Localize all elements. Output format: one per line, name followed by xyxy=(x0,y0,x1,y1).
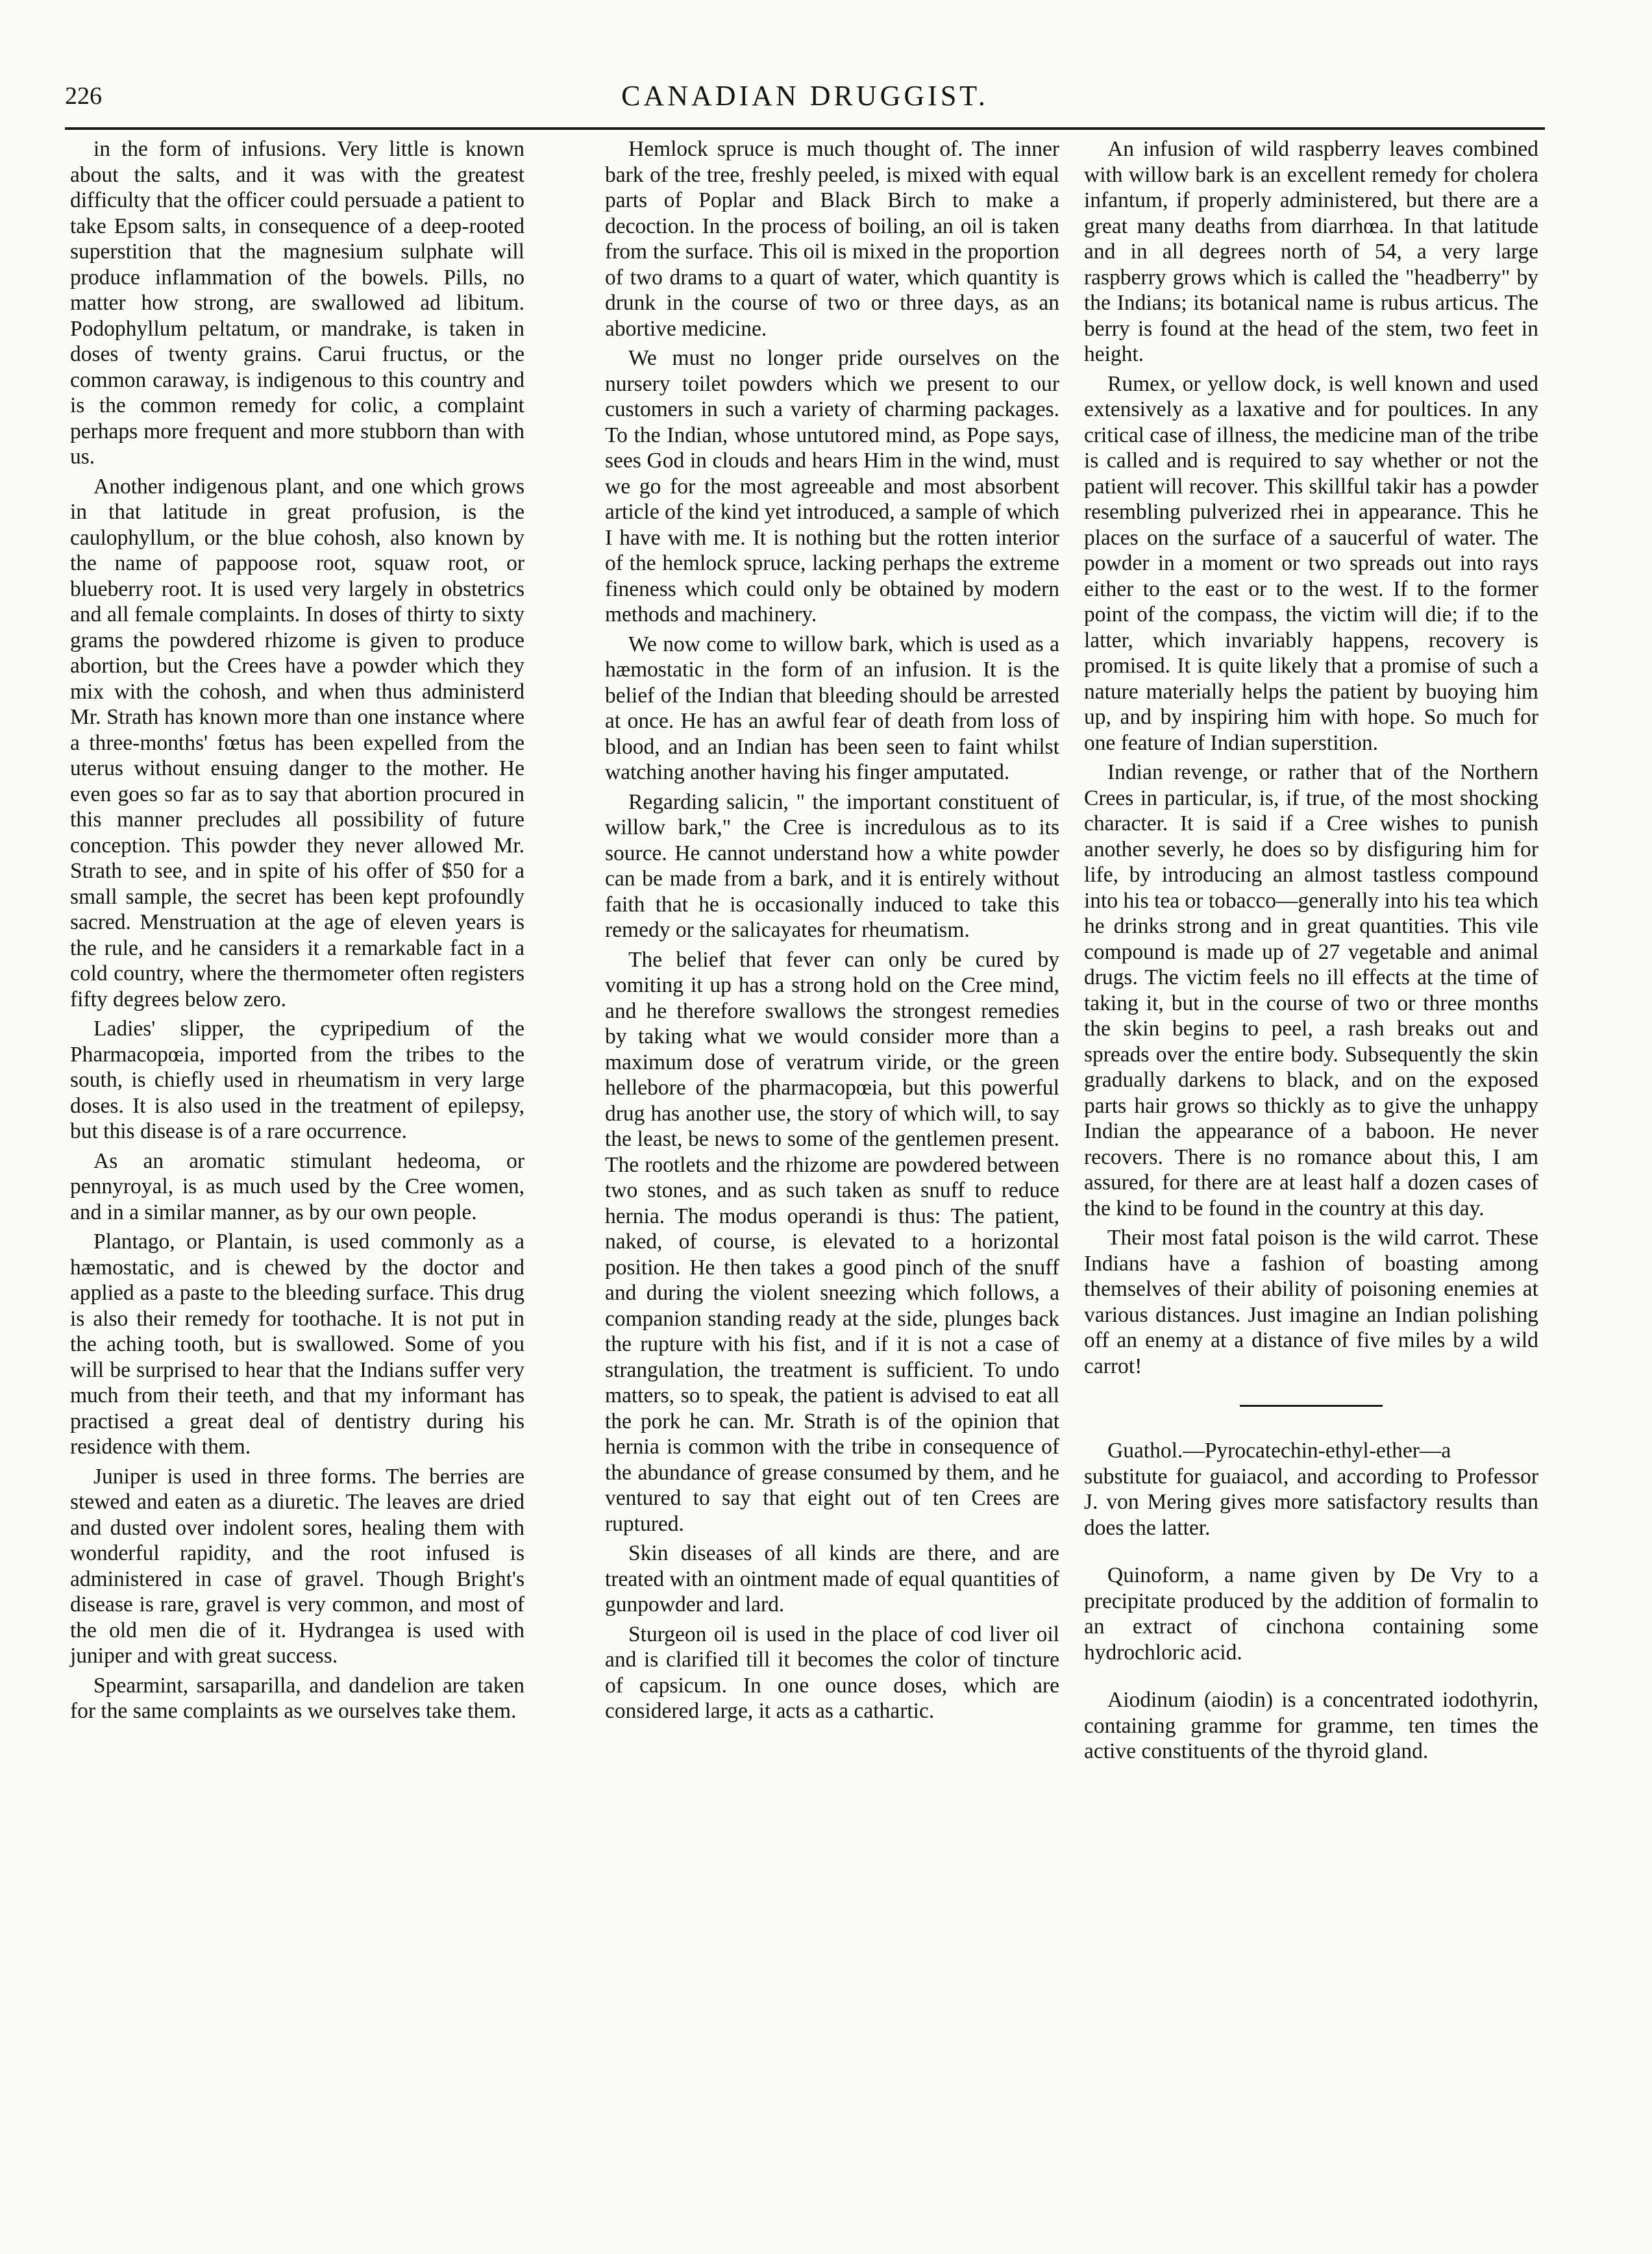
note-aiodinum: Aiodinum (aiodin) is a concentrated iodothyrin, containing gramme for gramme, ten times the active constituents of the thyroid gland. xyxy=(1084,1688,1538,1763)
paragraph: Indian revenge, or rather that of the Northern Crees in particular, is, if true, of the most shocking character. It is said if a Cree wishes to punish another severly, he does so by disfiguring him for life, by introducing an almost tastless compound into his tea or tobacco—generally into his tea which he drinks strong and in great quantities. This vile compound is made up of 27 vegetable and animal drugs. The victim feels no ill effects at the time of taking it, but in the course of two or three months the skin begins to peel, a rash breaks out and spreads over the entire body. Subsequently the skin gradually darkens to black, and on the exposed parts hair grows so thickly as to give the unhappy Indian the appearance of a baboon. He never recovers. There is no romance about this, I am assured, for there are at least half a dozen cases of the kind to be found in the country at this day. xyxy=(1084,760,1538,1220)
paragraph: in the form of infusions. Very little is known about the salts, and it was with the greatest difficulty that the officer could persuade a patient to take Epsom salts, in consequence of a deep-rooted superstition that the magnesium sulphate will produce inflammation of the bowels. Pills, no matter how strong, are swallowed ad libitum. Podophyllum peltatum, or mandrake, is taken in doses of twenty grains. Carui fructus, or the common caraway, is indigenous to this country and is the common remedy for colic, a complaint perhaps more frequent and more stubborn than with us. xyxy=(70,137,524,469)
paragraph: We now come to willow bark, which is used as a hæmostatic in the form of an infusion. It is the belief of the Indian that bleeding should be arrested at once. He has an awful fear of death from loss of blood, and an Indian has been seen to faint whilst watching another having his finger amputated. xyxy=(605,632,1059,784)
column-2 xyxy=(605,136,1059,1728)
paragraph: We must no longer pride ourselves on the nursery toilet powders which we present to our customers in such a variety of charming packages. To the Indian, whose untutored mind, as Pope says, sees God in clouds and hears Him in the wind, must we go for the most agreeable and most absorbent article of the kind yet introduced, a sample of which I have with me. It is nothing but the rotten interior of the hemlock spruce, lacking perhaps the extreme fineness which could only be obtained by modern methods and machinery. xyxy=(605,346,1059,626)
paragraph: Their most fatal poison is the wild carrot. These Indians have a fashion of boasting among themselves of their ability of poisoning enemies at various distances. Just imagine an Indian polishing off an enemy at a distance of five miles by a wild carrot! xyxy=(1084,1226,1538,1378)
column-3 xyxy=(1084,136,1538,1787)
note-quinoform: Quinoform, a name given by De Vry to a precipitate produced by the addition of formalin to an extract of cinchona containing some hydrochloric acid. xyxy=(1084,1563,1538,1665)
paragraph: An infusion of wild raspberry leaves combined with willow bark is an excellent remedy for cholera infantum, if properly administered, but there are a great many deaths from diarrhœa. In that latitude and in all degrees north of 54, a very large raspberry grows which is called the "headberry" by the Indians; its botanical name is rubus articus. The berry is found at the head of the stem, two feet in height. xyxy=(1084,137,1538,366)
paragraph: As an aromatic stimulant hedeoma, or pennyroyal, is as much used by the Cree women, and in a similar manner, as by our own people. xyxy=(70,1148,524,1224)
page-header xyxy=(65,77,1545,129)
page-number: 226 xyxy=(65,82,102,110)
paragraph: Ladies' slipper, the cypripedium of the Pharmacopœia, imported from the tribes to the south, is chiefly used in rheumatism in very large doses. It is also used in the treatment of epilepsy, but this disease is of a rare occurrence. xyxy=(70,1017,524,1143)
paragraph: Regarding salicin, " the important constituent of willow bark," the Cree is incredulous as to its source. He cannot understand how a white powder can be made from a bark, and it is entirely without faith that he is occasionally induced to take this remedy or the salicayates for rheumatism. xyxy=(605,789,1059,942)
note-guathol: Guathol.—Pyrocatechin-ethyl-ether—a substitute for guaiacol, and according to Professor J. von Mering gives more satisfactory results than does the latter. xyxy=(1084,1439,1538,1540)
section-separator xyxy=(1240,1405,1383,1407)
running-title: CANADIAN DRUGGIST. xyxy=(621,80,989,112)
paragraph: Another indigenous plant, and one which grows in that latitude in great profusion, is the caulophyllum, or the blue cohosh, also known by the name of pappoose root, squaw root, or blueberry root. It is used very largely in obstetrics and all female complaints. In doses of thirty to sixty grams the powdered rhizome is given to produce abortion, but the Crees have a powder which they mix with the cohosh, and when thus administerd Mr. Strath has known more than one instance where a three-months' fœtus has been expelled from the uterus without ensuing danger to the mother. He even goes so far as to say that abortion procured in this manner precludes all possibility of future conception. This powder they never allowed Mr. Strath to see, and in spite of his offer of $50 for a small sample, the secret has been kept profoundly sacred. Menstruation at the age of eleven years is the rule, and he cansiders it a remarkable fact in a cold country, where the thermometer often registers fifty degrees below zero. xyxy=(70,474,524,1011)
paragraph: Plantago, or Plantain, is used commonly as a hæmostatic, and is chewed by the doctor and applied as a paste to the bleeding surface. This drug is also their remedy for toothache. It is not put in the aching tooth, but is swallowed. Some of you will be surprised to hear that the Indians suffer very much from their teeth, and that my informant has practised a great deal of dentistry during his residence with them. xyxy=(70,1230,524,1459)
paragraph: Juniper is used in three forms. The berries are stewed and eaten as a diuretic. The leaves are dried and dusted over indolent sores, healing them with wonderful rapidity, and the root infused is administered in case of gravel. Though Bright's disease is rare, gravel is very common, and most of the old men die of it. Hydrangea is used with juniper and with great success. xyxy=(70,1464,524,1668)
paragraph: Rumex, or yellow dock, is well known and used extensively as a laxative and for poultices. In any critical case of illness, the medicine man of the tribe is called and is required to say whether or not the patient will recover. This skillful takir has a powder resembling pulverized rhei in appearance. This he places on the surface of a saucerful of water. The powder in a moment or two spreads out into rays either to the east or to the west. If to the former point of the compass, the victim will die; if to the latter, which invariably happens, recovery is promised. It is quite likely that a promise of such a nature materially helps the patient by buoying him up, and by inspiring him with hope. So much for one feature of Indian superstition. xyxy=(1084,371,1538,755)
paragraph: Skin diseases of all kinds are there, and are treated with an ointment made of equal quantities of gunpowder and lard. xyxy=(605,1541,1059,1616)
paragraph: Hemlock spruce is much thought of. The inner bark of the tree, freshly peeled, is mixed with equal parts of Poplar and Black Birch to make a decoction. In the process of boiling, an oil is taken from the surface. This oil is mixed in the proportion of two drams to a quart of water, which quantity is drunk in the course of two or three days, as an abortive medicine. xyxy=(605,137,1059,341)
paragraph: Spearmint, sarsaparilla, and dandelion are taken for the same complaints as we ourselves take them. xyxy=(70,1673,524,1723)
paragraph: Sturgeon oil is used in the place of cod liver oil and is clarified till it becomes the color of tincture of capsicum. In one ounce doses, which are considered large, it acts as a cathartic. xyxy=(605,1622,1059,1723)
paragraph: The belief that fever can only be cured by vomiting it up has a strong hold on the Cree mind, and he therefore swallows the strongest remedies by taking what we would consider more than a maximum dose of veratrum viride, or the green hellebore of the pharmacopœia, but this powerful drug has another use, the story of which will, to say the least, be news to some of the gentlemen present. The rootlets and the rhizome are powdered between two stones, and as such taken as snuff to reduce hernia. The modus operandi is thus: The patient, naked, of course, is elevated to a horizontal position. He then takes a good pinch of the snuff and during the violent sneezing which follows, a companion standing ready at the side, plunges back the rupture with his fist, and if it is not a case of strangulation, the treatment is sufficient. To undo matters, so to speak, the patient is advised to eat all the pork he can. Mr. Strath is of the opinion that hernia is common with the tribe in consequence of the abundance of grease consumed by them, and he ventured to say that eight out of ten Crees are ruptured. xyxy=(605,947,1059,1536)
column-1 xyxy=(70,136,524,1728)
header-rule xyxy=(65,127,1545,130)
